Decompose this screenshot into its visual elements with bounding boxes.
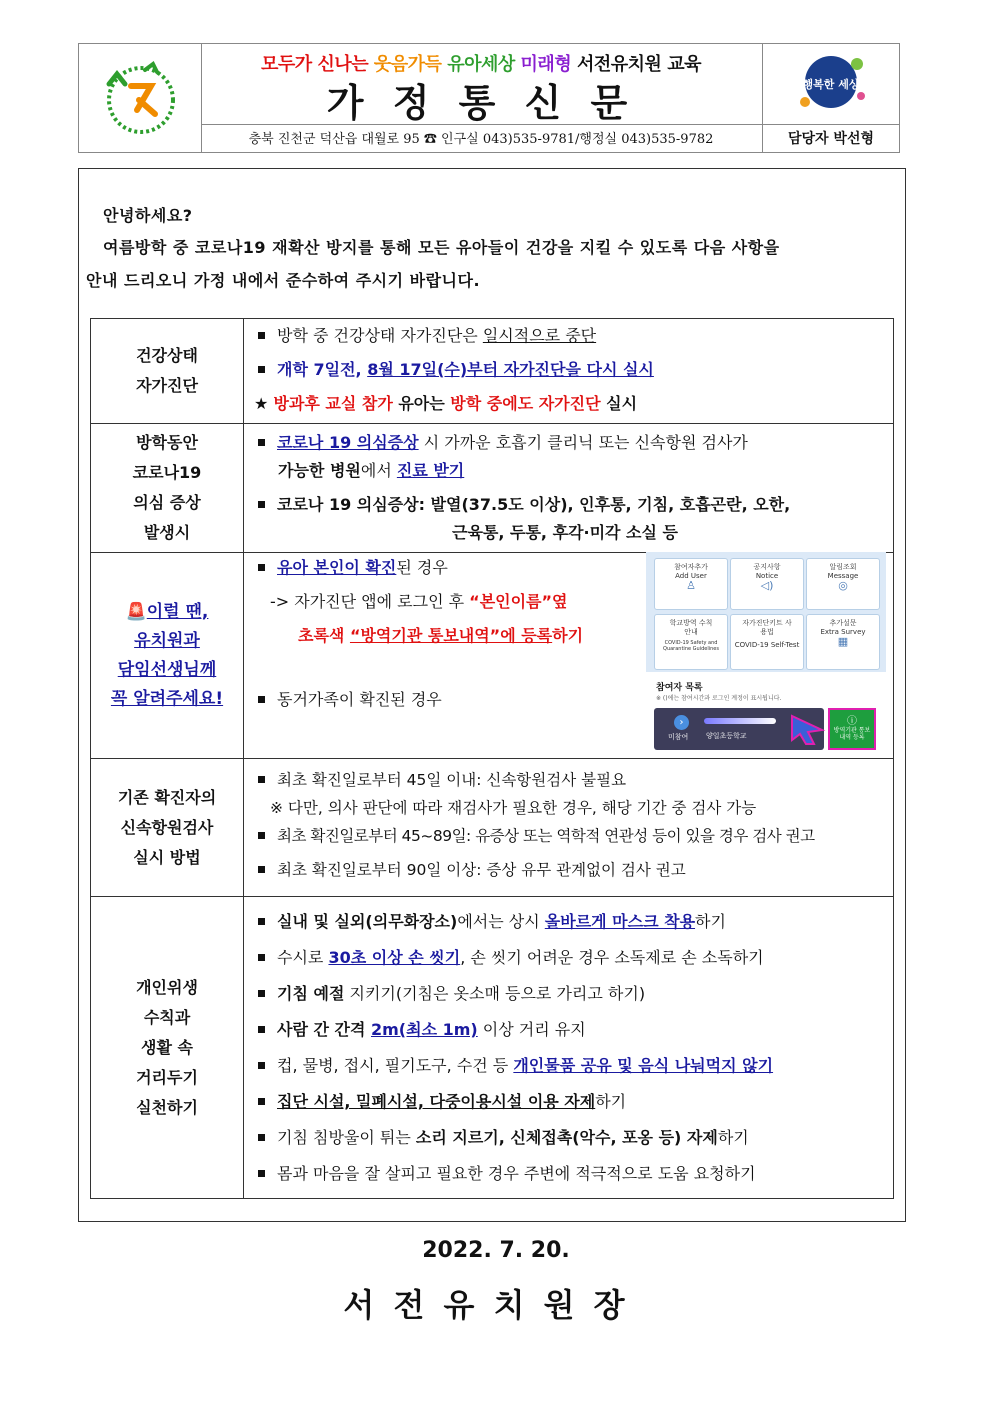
app-tile-self-test — [730, 614, 804, 670]
label-line: 의심 증상 — [133, 493, 201, 512]
alert-icon: ⓘ — [847, 716, 857, 727]
label-line: 기존 확진자의 — [117, 787, 217, 807]
text: 코로나 19 의심증상 — [277, 433, 419, 452]
text: 초록색 — [298, 626, 350, 645]
siren-icon: 🚨 — [125, 601, 147, 622]
tile-label: 공지사항 — [753, 563, 781, 571]
label-line: 생활 속 — [141, 1037, 193, 1057]
text: -> 자가진단 앱에 로그인 후 — [270, 592, 470, 611]
bullet-icon — [258, 990, 265, 997]
list-item — [256, 518, 893, 552]
pointer-arrow-icon — [788, 712, 828, 746]
text: 집단 시설, 밀폐시설, 다중이용시설 이용 자제 — [277, 1092, 596, 1111]
text: 사람 간 간격 — [277, 1020, 371, 1039]
list-item — [256, 1087, 893, 1123]
bullet-icon — [258, 439, 265, 446]
app-tile-message — [806, 558, 880, 610]
slogan-part: 모두가 — [261, 54, 318, 75]
app-tile-add-user — [654, 558, 728, 610]
text: 실내 및 실외(의무화장소) — [277, 912, 458, 931]
list-item — [256, 979, 893, 1015]
text: 기침 예절 — [277, 984, 345, 1003]
divider — [201, 124, 762, 125]
text: 에서는 상시 — [457, 912, 545, 931]
bullet-icon — [258, 564, 265, 571]
list-item — [256, 855, 893, 889]
row-content — [244, 759, 894, 897]
text: 컵, 물병, 접시, 필기도구, 수건 등 — [277, 1056, 514, 1075]
bullet-icon — [258, 1098, 265, 1105]
text: 동거가족이 확진된 경우 — [277, 690, 442, 709]
label-line: 코로나19 — [132, 463, 202, 482]
text: 가능한 병원 — [278, 461, 361, 480]
label-line: 건강상태 — [136, 346, 198, 365]
list-item — [256, 428, 893, 456]
issue-date: 2022. 7. 20. — [422, 1238, 570, 1263]
row-content — [244, 897, 894, 1199]
text: 최초 확진일로부터 90일 이상: 증상 유무 관계없이 검사 권고 — [277, 861, 686, 879]
participant-list-title: 참여자 목록 — [656, 683, 703, 693]
label-line: 개인위생 — [136, 977, 198, 997]
text: 지키기(기침은 옷소매 등으로 가리고 하기) — [344, 984, 646, 1003]
text: 일시적으로 중단 — [482, 326, 597, 345]
list-item — [256, 456, 893, 490]
divider — [763, 124, 899, 125]
tile-sublabel: Message — [827, 572, 859, 580]
bullet-icon — [258, 332, 265, 339]
user-add-icon: ♙ — [686, 579, 696, 592]
text: 개학 7일전, — [277, 360, 368, 379]
bullet-icon — [258, 866, 265, 873]
list-item — [256, 821, 893, 855]
app-tile-guidelines — [654, 614, 728, 670]
bullet-icon — [258, 501, 265, 508]
not-participating-badge: 미참여 — [668, 733, 689, 741]
tile-sublabel: Extra Survey — [820, 628, 866, 636]
star-icon: ★ — [254, 394, 269, 413]
text: 하기 — [552, 626, 584, 645]
table-row — [91, 424, 894, 553]
text: 수시로 — [277, 948, 329, 967]
tile-sublabel: COVID-19 Safety and Quarantine Guidelines — [663, 640, 719, 652]
calendar-icon: ▦ — [837, 635, 849, 648]
text: 실시 — [600, 394, 638, 413]
text: ※ 다만, 의사 판단에 따라 재검사가 필요한 경우, 해당 기간 중 검사 가능 — [270, 799, 757, 817]
text: 몸과 마음을 잘 살피고 필요한 경우 주변에 적극적으로 도움 요청하기 — [277, 1164, 756, 1183]
app-tile-notice — [730, 558, 804, 610]
bullet-icon — [258, 366, 265, 373]
right-logo-text: 행복한 세상 — [802, 78, 860, 91]
label-line: 실천하기 — [136, 1097, 198, 1117]
label-line — [92, 598, 242, 627]
list-item — [256, 793, 893, 821]
row-label — [91, 897, 244, 1199]
text: 에서 — [360, 461, 397, 480]
list-item — [256, 907, 893, 943]
text: 최초 확진일로부터 45일 이내: 신속항원검사 불필요 — [277, 771, 627, 789]
text: 개인물품 공유 및 음식 나눠먹지 않기 — [513, 1056, 774, 1075]
text: 이상 거리 유지 — [477, 1020, 586, 1039]
label-line: 자가진단 — [136, 376, 198, 395]
text: 소리 지르기, 신체접촉(악수, 포옹 등) 자제 — [415, 1128, 718, 1147]
row-content — [244, 424, 894, 553]
school-name: 양일초등학교 — [706, 732, 747, 740]
list-item — [256, 321, 893, 355]
text: 유아 본인이 확진 — [277, 558, 397, 577]
list-item — [254, 389, 893, 423]
greeting: 안녕하세요? — [103, 206, 193, 225]
row-content — [244, 319, 894, 424]
text: 방학 중에도 자가진단 — [450, 394, 601, 413]
slogan-part: 유아세상 — [447, 54, 521, 75]
text: 30초 이상 손 씻기 — [328, 948, 461, 967]
text: 유아는 — [392, 394, 451, 413]
text: 하기 — [717, 1128, 749, 1147]
label-line: 발생시 — [143, 523, 191, 542]
list-item — [256, 1015, 893, 1051]
participant-list-note: ※ ()에는 참여시간과 로그인 계정이 표시됩니다. — [656, 695, 782, 702]
text: 8월 17일(수)부터 자가진단을 다시 실시 — [367, 360, 654, 379]
label-line: 거리두기 — [136, 1067, 198, 1087]
intro-line: 안내 드리오니 가정 내에서 준수하여 주시기 바랍니다. — [86, 271, 481, 290]
bullet-icon — [258, 1062, 265, 1069]
list-item — [256, 1123, 893, 1159]
tile-label: 자가진단키트 사용법 — [742, 619, 792, 636]
text: 하기 — [695, 912, 726, 931]
bell-icon: ◎ — [838, 579, 848, 592]
slogan-part: 미래형 — [520, 54, 577, 75]
school-logo — [79, 44, 201, 152]
label-line: 유치원과 — [134, 630, 200, 651]
text: 된 경우 — [396, 558, 448, 577]
list-item — [256, 943, 893, 979]
report-button-label: 방역기관 통보내역 등록 — [833, 727, 871, 741]
tile-sublabel: COVID-19 Self-Test — [734, 641, 800, 649]
page-title: 가 정 통 신 문 — [326, 81, 636, 125]
label-line: 담임선생님께 — [117, 659, 217, 680]
report-button[interactable] — [828, 708, 876, 750]
name-redaction — [704, 718, 776, 724]
bullet-icon — [258, 1026, 265, 1033]
list-item — [256, 490, 893, 518]
tile-label: 참여자추가 — [674, 563, 708, 571]
letterhead — [78, 43, 900, 153]
bullet-icon — [258, 776, 265, 783]
row-label — [91, 553, 244, 759]
slogan-part: 서전유치원 교육 — [576, 54, 701, 75]
school-logo-cell — [79, 44, 202, 152]
status-icon: › — [674, 715, 689, 730]
row-label — [91, 319, 244, 424]
slogan-part: 웃음가득 — [373, 54, 448, 75]
text: 올바르게 마스크 착용 — [544, 912, 696, 931]
slogan-part: 신나는 — [317, 54, 374, 75]
text: 진료 받기 — [396, 461, 465, 480]
bullet-icon — [258, 1170, 265, 1177]
text: 최초 확진일로부터 45~89일: 유증상 또는 역학적 연관성 등이 있을 경우 검사 권고 — [277, 827, 815, 845]
tile-label: 알림조회 — [829, 563, 857, 571]
bullet-icon — [258, 696, 265, 703]
table-row — [91, 319, 894, 424]
list-item — [256, 1159, 893, 1193]
signer: 서 전 유 치 원 장 — [343, 1286, 629, 1324]
contact-person: 담당자 박선형 — [787, 131, 875, 147]
text: 하기 — [595, 1092, 627, 1111]
text: “방역기관 통보내역”에 등록 — [349, 626, 553, 645]
intro-line: 여름방학 중 코로나19 재확산 방지를 통해 모든 유아들이 건강을 지킬 수 있도록 다음 사항을 — [103, 238, 780, 257]
list-item — [256, 765, 893, 793]
list-item — [256, 355, 893, 389]
text: , 손 씻기 어려운 경우 소독제로 손 소독하기 — [460, 948, 764, 967]
tile-label: 학교방역 수칙안내 — [669, 619, 713, 636]
text: “본인이름”옆 — [469, 592, 568, 611]
info-table — [90, 318, 894, 1199]
label-line: 방학동안 — [136, 433, 198, 452]
bullet-icon — [258, 832, 265, 839]
text: 방학 중 건강상태 자가진단은 — [277, 326, 483, 345]
text: 방과후 교실 참가 — [273, 394, 393, 413]
label-line: 실시 방법 — [133, 847, 201, 867]
bullet-icon — [258, 918, 265, 925]
list-item — [256, 1051, 893, 1087]
app-screenshot — [646, 552, 886, 754]
bullet-icon — [258, 1134, 265, 1141]
megaphone-icon: ◁) — [760, 579, 774, 592]
app-tile-survey — [806, 614, 880, 670]
label-line: 꼭 알려주세요! — [110, 688, 224, 709]
tile-label: 추가설문 — [829, 619, 857, 627]
tile-sublabel: Notice — [755, 572, 779, 580]
text: 코로나 19 의심증상: 발열(37.5도 이상), 인후통, 기침, 호흡곤란, 오한, — [277, 495, 791, 514]
label-line: 수칙과 — [143, 1007, 191, 1027]
tile-sublabel: Add User — [675, 572, 707, 580]
label-line: 신속항원검사 — [120, 817, 214, 837]
table-row — [91, 759, 894, 897]
table-row — [91, 897, 894, 1199]
text: 이럴 땐, — [146, 601, 209, 622]
text: 2m(최소 1m) — [371, 1020, 478, 1039]
text: 기침 침방울이 튀는 — [277, 1128, 416, 1147]
address: 충북 진천군 덕산읍 대월로 95 ☎ 인구실 043)535-9781/행정실 043)535-9782 — [248, 132, 714, 147]
text: 근육통, 두통, 후각·미각 소실 등 — [452, 523, 678, 542]
row-label — [91, 759, 244, 897]
text: 시 가까운 호흡기 클리닉 또는 신속항원 검사가 — [418, 433, 748, 452]
bullet-icon — [258, 954, 265, 961]
row-label — [91, 424, 244, 553]
